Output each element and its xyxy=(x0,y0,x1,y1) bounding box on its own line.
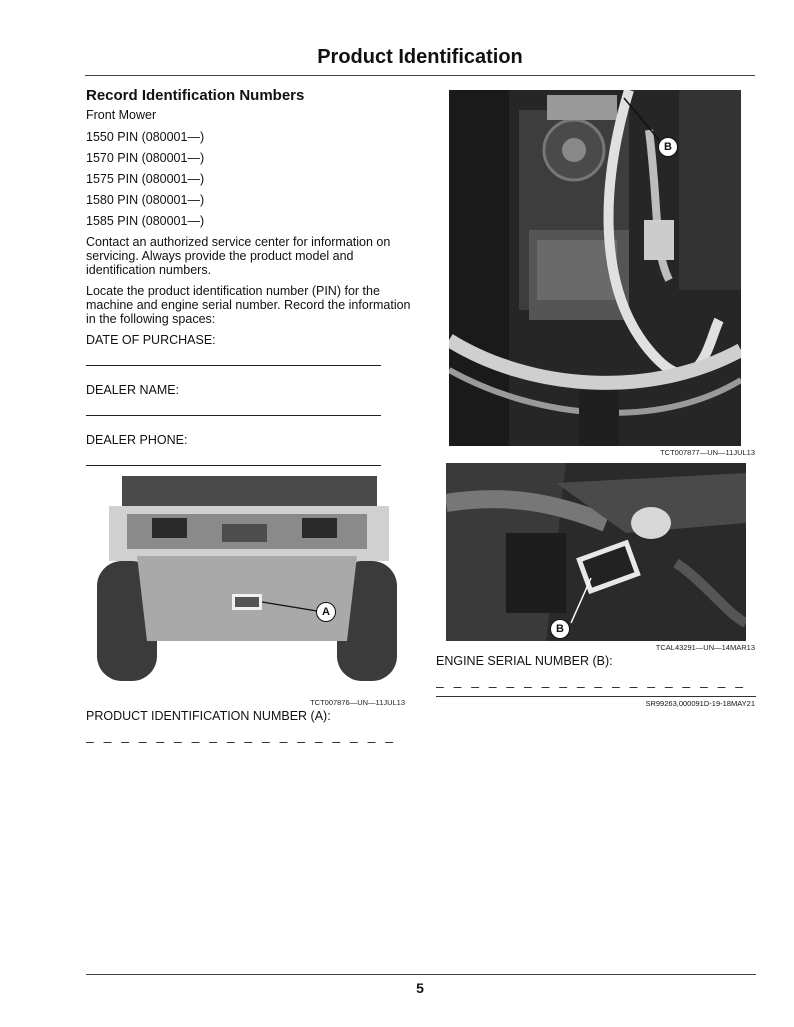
engine-side-caption: TCAL43291—UN—14MAR13 xyxy=(655,643,755,652)
record-section xyxy=(86,87,416,483)
reference-rule xyxy=(436,696,756,697)
engine-side-photo xyxy=(446,463,746,641)
engine-serial-label: ENGINE SERIAL NUMBER (B): xyxy=(436,654,613,668)
subtitle: Front Mower xyxy=(86,108,157,122)
engine-top-photo xyxy=(449,90,741,446)
pin-line-1570: 1570 PIN (080001—) xyxy=(86,151,205,165)
section-heading: Record Identification Numbers xyxy=(86,87,305,104)
dealer-phone-label: DEALER PHONE: xyxy=(86,433,188,447)
service-paragraph: Contact an authorized service center for information on servicing. Always provide the product model and identification numbers. xyxy=(86,235,391,277)
date-of-purchase-line[interactable] xyxy=(86,365,381,366)
pin-number-dashes[interactable]: — — — — — — — — — — — — — — — — — — xyxy=(86,735,395,750)
engine-top-caption: TCT007877—UN—11JUL13 xyxy=(660,448,755,457)
pin-line-1580: 1580 PIN (080001—) xyxy=(86,193,205,207)
callout-b-top: B xyxy=(658,137,678,157)
mower-rear-caption: TCT007876—UN—11JUL13 xyxy=(310,698,405,707)
callout-a: A xyxy=(316,602,336,622)
title-rule xyxy=(85,75,755,76)
page-title: Product Identification xyxy=(317,46,523,68)
locate-paragraph: Locate the product identification number (PIN) for the machine and engine serial number. Record the information in the following spaces: xyxy=(86,284,411,326)
reference-code: SR99263,000091D-19-18MAY21 xyxy=(645,699,755,708)
engine-serial-dashes[interactable]: — — — — — — — — — — — — — — — — — — xyxy=(436,680,745,695)
mower-rear-photo xyxy=(97,476,397,696)
date-of-purchase-label: DATE OF PURCHASE: xyxy=(86,333,216,347)
dealer-name-line[interactable] xyxy=(86,415,381,416)
page-number: 5 xyxy=(416,980,424,996)
footer-rule xyxy=(86,974,756,975)
pin-number-label: PRODUCT IDENTIFICATION NUMBER (A): xyxy=(86,709,331,723)
pin-line-1550: 1550 PIN (080001—) xyxy=(86,130,205,144)
dealer-phone-line[interactable] xyxy=(86,465,381,466)
callout-b-side: B xyxy=(550,619,570,639)
pin-line-1585: 1585 PIN (080001—) xyxy=(86,214,205,228)
dealer-name-label: DEALER NAME: xyxy=(86,383,180,397)
pin-line-1575: 1575 PIN (080001—) xyxy=(86,172,205,186)
